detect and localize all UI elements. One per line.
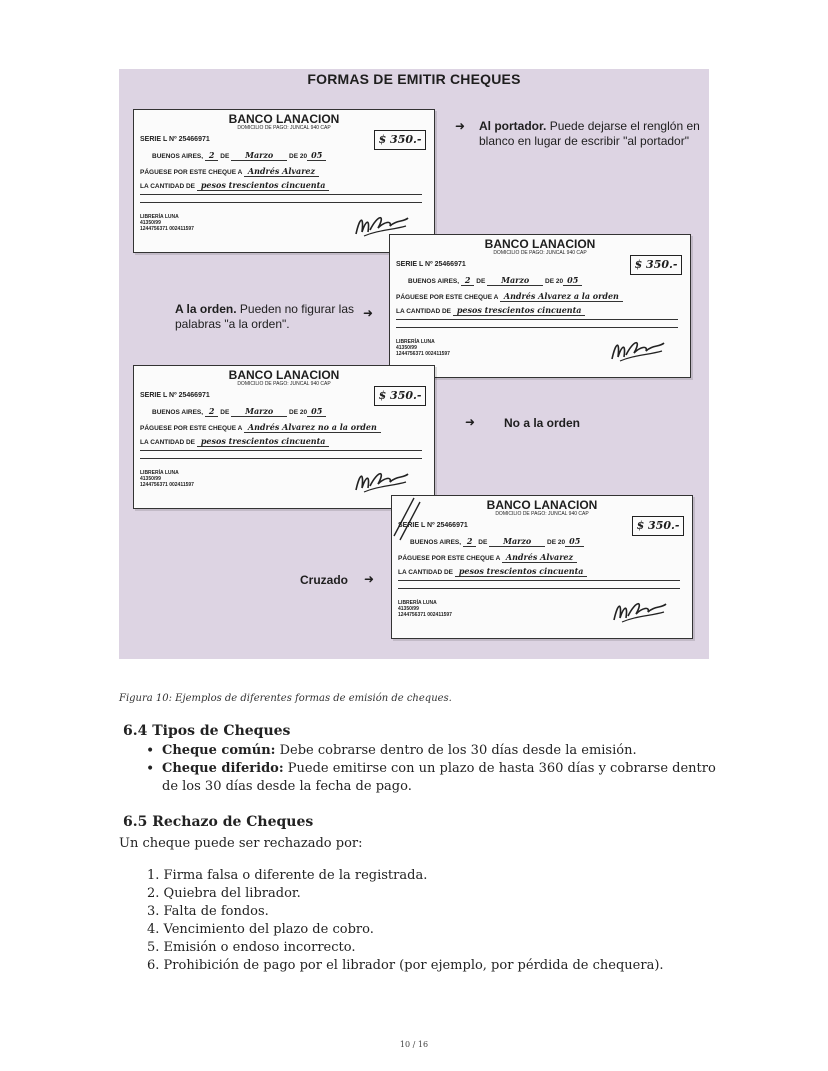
blank-line [140,194,422,195]
issuer-block [140,214,194,232]
arrow-cruzado: ➜ [364,572,375,586]
section-heading-rechazo: 6.5 Rechazo de Cheques [123,814,314,830]
list-item-text: Debe cobrarse dentro de los 30 días desde la emisión. [275,743,637,758]
payee-value: Andrés Alvarez a la orden [500,291,623,302]
amount-words-value: pesos trescientos cincuenta [197,436,330,447]
cheque-types-list [140,742,720,796]
issuer-name: LIBRERÍA LUNA [140,470,179,476]
amount-words-row [396,305,585,315]
amount-words-value: pesos trescientos cincuenta [197,180,330,191]
de-label: DE [220,153,230,160]
blank-line [396,319,678,320]
day-value: 2 [463,536,477,547]
blank-line [398,580,680,581]
issuer-account: 1244756371 002411597 [140,482,194,488]
figure-caption: Figura 10: Ejemplos de diferentes formas de emisión de cheques. [119,693,452,704]
serial-number: SERIE L Nº 25466971 [140,136,210,143]
amount-words-row [140,436,329,446]
caption-portador-text: Puede dejarse el renglón en blanco en lugar de escribir "al portador" [479,119,700,148]
year-prefix: DE 20 [545,278,564,285]
month-value: Marzo [487,275,543,286]
bank-name: BANCO LANACION [484,237,596,251]
list-item-term: Cheque común: [162,743,276,758]
figure-title: FORMAS DE EMITIR CHEQUES [307,71,521,87]
blank-line [140,450,422,451]
blank-line [396,327,678,328]
caption-no-orden [504,416,580,431]
year-prefix: DE 20 [289,409,308,416]
list-item: 5. Emisión o endoso incorrecto. [147,940,356,955]
serial-number: SERIE L Nº 25466971 [140,392,210,399]
caption-cruzado-text: Cruzado [300,573,348,587]
day-value: 2 [461,275,475,286]
list-item: 1. Firma falsa o diferente de la registrada. [147,868,428,883]
city-label: BUENOS AIRES, [152,409,204,416]
issuer-block [140,470,194,488]
payee-label: PÁGUESE POR ESTE CHEQUE A [398,555,501,562]
list-item: 2. Quiebra del librador. [147,886,301,901]
year-value: 05 [307,406,326,417]
signature-icon [610,596,670,626]
de-label: DE [478,539,488,546]
issuer-code: 41350/99 [140,476,161,482]
payee-value: Andrés Alvarez [244,166,319,177]
list-item: 6. Prohibición de pago por el librador (por ejemplo, por pérdida de chequera). [147,958,664,973]
year-value: 05 [563,275,582,286]
list-item [140,760,720,796]
bank-name: BANCO LANACION [486,498,598,512]
day-value: 2 [205,406,219,417]
issuer-account: 1244756371 002411597 [396,351,450,357]
date-row [152,150,326,160]
de-label: DE [476,278,486,285]
amount-box: $ 350.- [630,255,682,275]
page-number: 10 / 16 [399,1040,429,1049]
amount-box: $ 350.- [374,130,426,150]
date-row [152,406,326,416]
payee-value: Andrés Alvarez no a la orden [244,422,381,433]
cheque-a-la-orden [389,234,691,378]
payee-row [398,552,577,562]
year-value: 05 [307,150,326,161]
payee-row [140,166,319,176]
amount-box: $ 350.- [632,516,684,536]
amount-box: $ 350.- [374,386,426,406]
city-label: BUENOS AIRES, [152,153,204,160]
amount-words-label: LA CANTIDAD DE [398,569,454,576]
amount-words-label: LA CANTIDAD DE [140,439,196,446]
amount-words-row [140,180,329,190]
list-item: 4. Vencimiento del plazo de cobro. [147,922,374,937]
section-intro: Un cheque puede ser rechazado por: [119,836,363,851]
issuer-code: 41350/99 [396,345,417,351]
date-row [410,536,584,546]
year-value: 05 [565,536,584,547]
payee-label: PÁGUESE POR ESTE CHEQUE A [396,294,499,301]
issuer-account: 1244756371 002411597 [398,612,452,618]
caption-orden [175,302,355,332]
issuer-account: 1244756371 002411597 [140,226,194,232]
section-heading-tipos: 6.4 Tipos de Cheques [123,723,291,739]
caption-orden-bold: A la orden. [175,302,237,316]
issuer-name: LIBRERÍA LUNA [396,339,435,345]
caption-cruzado [300,573,348,588]
issuer-name: LIBRERÍA LUNA [398,600,437,606]
list-item-text: Puede emitirse con un plazo de hasta 360 días y cobrarse dentro de los 30 días desde la fecha de pago. [162,761,716,794]
blank-line [140,202,422,203]
cheque-cruzado [391,495,693,639]
caption-portador [479,119,704,149]
arrow-portador: ➜ [455,119,466,133]
list-item-term: Cheque diferido: [162,761,284,776]
cheque-figure [119,69,709,659]
payee-row [140,422,381,432]
date-row [408,275,582,285]
caption-portador-bold: Al portador. [479,119,547,133]
cheque-no-a-la-orden [133,365,435,509]
amount-words-label: LA CANTIDAD DE [140,183,196,190]
year-prefix: DE 20 [547,539,566,546]
amount-words-value: pesos trescientos cincuenta [453,305,586,316]
issuer-code: 41350/99 [140,220,161,226]
cheque-al-portador [133,109,435,253]
month-value: Marzo [231,150,287,161]
serial-number: SERIE L Nº 25466971 [396,261,466,268]
month-value: Marzo [231,406,287,417]
rejection-reasons-list [147,867,664,975]
bank-name: BANCO LANACION [228,368,340,382]
issuer-block [396,339,450,357]
payee-label: PÁGUESE POR ESTE CHEQUE A [140,425,243,432]
de-label: DE [220,409,230,416]
caption-no-orden-text: No a la orden [504,416,581,430]
issuer-code: 41350/99 [398,606,419,612]
blank-line [140,458,422,459]
list-item [140,742,720,760]
issuer-name: LIBRERÍA LUNA [140,214,179,220]
payee-value: Andrés Alvarez [502,552,577,563]
arrow-orden: ➜ [363,306,374,320]
day-value: 2 [205,150,219,161]
arrow-no-orden: ➜ [465,415,476,429]
year-prefix: DE 20 [289,153,308,160]
city-label: BUENOS AIRES, [408,278,460,285]
signature-icon [352,466,412,496]
serial-number: SERIE L Nº 25466971 [398,522,468,529]
bank-address: DOMICILIO DE PAGO: JUNCAL 940 CAP [237,125,331,131]
amount-words-row [398,566,587,576]
month-value: Marzo [489,536,545,547]
bank-address: DOMICILIO DE PAGO: JUNCAL 940 CAP [495,511,589,517]
list-item: 3. Falta de fondos. [147,904,269,919]
payee-row [396,291,623,301]
bank-name: BANCO LANACION [228,112,340,126]
signature-icon [608,335,668,365]
amount-words-value: pesos trescientos cincuenta [455,566,588,577]
bank-address: DOMICILIO DE PAGO: JUNCAL 940 CAP [493,250,587,256]
bank-address: DOMICILIO DE PAGO: JUNCAL 940 CAP [237,381,331,387]
amount-words-label: LA CANTIDAD DE [396,308,452,315]
caption-orden-text: Pueden no figurar las palabras "a la orden". [175,302,354,331]
payee-label: PÁGUESE POR ESTE CHEQUE A [140,169,243,176]
issuer-block [398,600,452,618]
city-label: BUENOS AIRES, [410,539,462,546]
blank-line [398,588,680,589]
